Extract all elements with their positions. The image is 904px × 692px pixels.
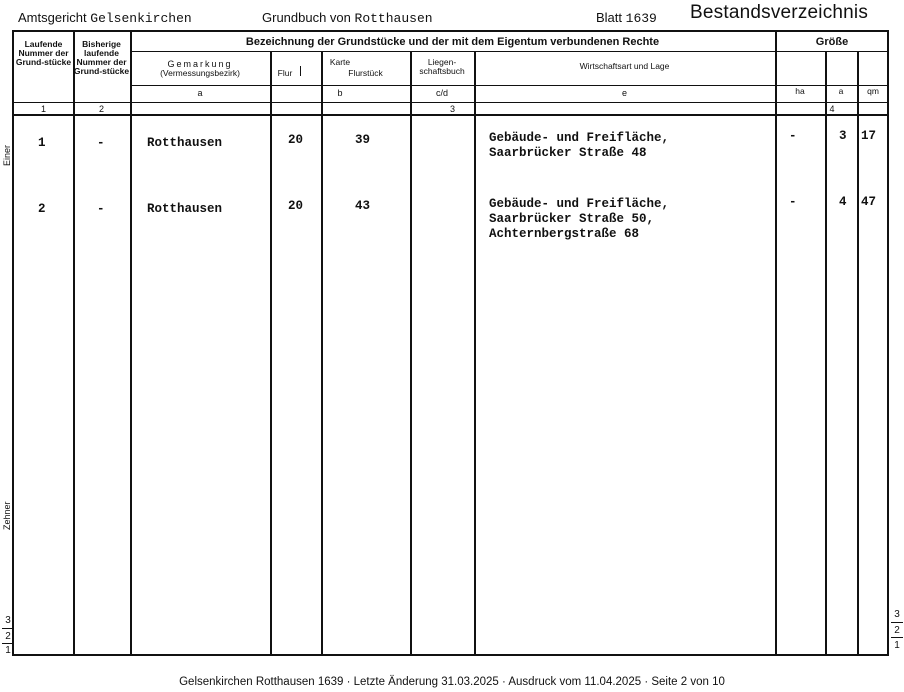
cell-lfd: 2: [38, 202, 46, 216]
cell-lage-line-3: Achternbergstraße 68: [489, 227, 640, 241]
subheader-b: b: [337, 88, 343, 98]
cell-lage-line-2: Saarbrücker Straße 50,: [489, 212, 655, 226]
margin-tick-1-right: 1: [894, 640, 900, 651]
subheader-cd: c/d: [435, 88, 448, 98]
header-flurstueck: Flurstück: [348, 68, 383, 78]
cell-gemarkung: Rotthausen: [147, 136, 223, 150]
cell-lage-line-2: Saarbrücker Straße 48: [489, 146, 647, 160]
column-divider: [857, 52, 859, 654]
header-bisherige-nr: Bisherige laufende Nummer der Grund-stücke: [73, 39, 130, 76]
cell-bisherige: -: [97, 136, 105, 150]
cell-qm: 17: [861, 129, 877, 143]
inventory-table: [12, 30, 889, 656]
cell-flurstueck: 39: [355, 133, 371, 147]
header-a: a: [838, 86, 844, 96]
margin-tick-rule: [891, 637, 903, 638]
margin-tick-rule: [891, 622, 903, 623]
cell-flur: 20: [288, 199, 304, 213]
row-divider: [14, 102, 889, 103]
page-footer: Gelsenkirchen Rotthausen 1639 · Letzte Änderung 31.03.2025 · Ausdruck vom 11.04.2025 · Seite 2 von 10: [179, 676, 725, 688]
column-divider: [300, 66, 301, 76]
margin-label-einer: Einer: [2, 144, 12, 166]
column-divider: [321, 52, 323, 654]
margin-label-zehner: Zehner: [2, 501, 12, 530]
cell-flurstueck: 43: [355, 199, 371, 213]
column-divider: [825, 52, 827, 654]
column-divider: [410, 52, 412, 654]
column-divider: [73, 32, 75, 654]
court-name: Gelsenkirchen: [90, 11, 192, 26]
margin-tick-3-left: 3: [5, 615, 11, 626]
margin-tick-2-left: 2: [5, 631, 11, 642]
column-number-4: 4: [829, 104, 835, 114]
margin-tick-3-right: 3: [894, 609, 900, 620]
cell-a: 4: [839, 195, 847, 209]
column-number-2: 2: [98, 104, 104, 114]
register-name: Rotthausen: [354, 11, 433, 26]
header-bezeichnung: Bezeichnung der Grundstücke und der mit dem Eigentum verbundenen Rechte: [245, 36, 660, 48]
court-header: [18, 10, 192, 26]
header-vermessungsbezirk: (Vermessungsbezirk): [160, 68, 240, 78]
margin-tick-1-left: 1: [5, 645, 11, 656]
header-karte: Karte: [329, 57, 351, 67]
margin-tick-2-right: 2: [894, 625, 900, 636]
cell-qm: 47: [861, 195, 877, 209]
sheet-header: [596, 10, 657, 26]
header-groesse: Größe: [815, 36, 849, 48]
sheet-number: 1639: [625, 11, 657, 26]
cell-ha: -: [789, 129, 797, 143]
column-divider: [270, 52, 272, 654]
column-divider: [474, 52, 476, 654]
register-header: [262, 10, 433, 26]
cell-ha: -: [789, 195, 797, 209]
row-divider: [14, 114, 889, 116]
cell-lage-line-1: Gebäude- und Freifläche,: [489, 131, 670, 145]
section-title: Bestandsverzeichnis: [690, 2, 869, 23]
row-divider: [130, 85, 889, 86]
header-ha: ha: [795, 86, 805, 96]
cell-gemarkung: Rotthausen: [147, 202, 223, 216]
cell-lfd: 1: [38, 136, 46, 150]
column-divider: [130, 32, 132, 654]
register-label: Grundbuch von: [262, 10, 351, 25]
cell-flur: 20: [288, 133, 304, 147]
cell-bisherige: -: [97, 202, 105, 216]
column-number-1: 1: [40, 104, 46, 114]
header-flur: Flur: [277, 68, 293, 78]
header-qm: qm: [867, 86, 879, 96]
header-lfd-nr: Laufende Nummer der Grund-stücke: [15, 39, 72, 67]
column-divider: [775, 32, 777, 654]
cell-lage-line-1: Gebäude- und Freifläche,: [489, 197, 670, 211]
row-divider: [130, 51, 889, 52]
sheet-label: Blatt: [596, 10, 623, 25]
subheader-e: e: [621, 88, 627, 98]
header-liegenschaftsbuch: Liegen-schaftsbuch: [419, 57, 465, 76]
column-number-3: 3: [449, 104, 455, 114]
cell-a: 3: [839, 129, 847, 143]
header-gemarkung: Gemarkung: [167, 59, 233, 69]
subheader-a: a: [197, 88, 203, 98]
header-wirtschaftsart: Wirtschaftsart und Lage: [579, 61, 670, 71]
court-label: Amtsgericht: [18, 10, 87, 25]
